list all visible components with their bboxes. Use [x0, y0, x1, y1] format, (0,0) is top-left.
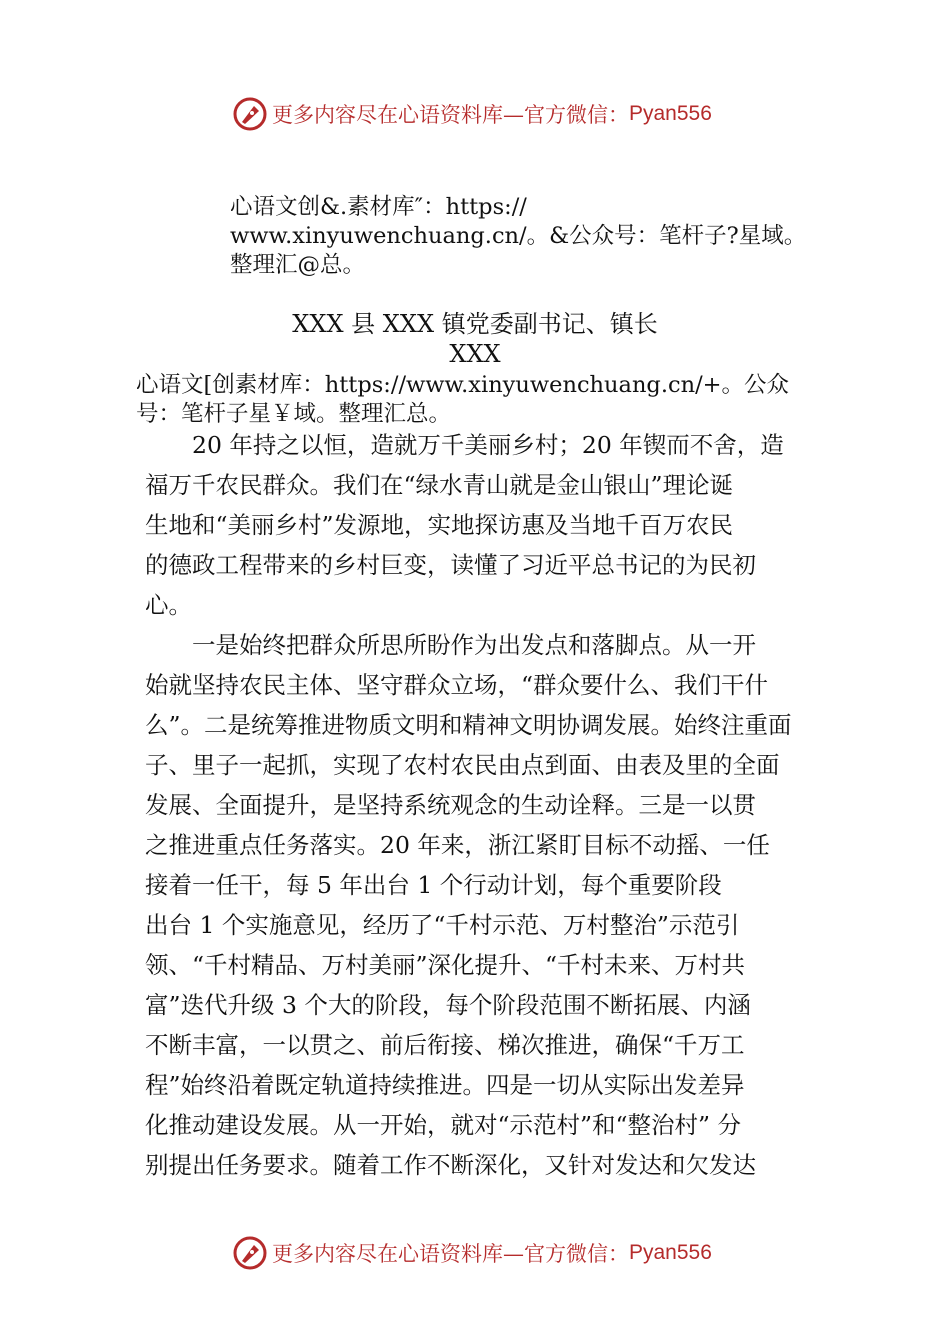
footer-banner: [232, 1233, 712, 1273]
paragraph-1: [145, 425, 835, 625]
paragraph-line: 化推动建设发展。从一开始，就对“示范村”和“整治村” 分: [145, 1111, 742, 1139]
document-title: XXX 县 XXX 镇党委副书记、镇长: [292, 310, 658, 338]
paragraph-line: 不断丰富，一以贯之、前后衔接、梯次推进，确保“千万工: [145, 1031, 745, 1059]
paragraph-line: 生地和“美丽乡村”发源地，实地探访惠及当地千百万农民: [145, 511, 734, 539]
paragraph-line: 别提出任务要求。随着工作不断深化，又针对发达和欠发达: [145, 1151, 756, 1179]
note-line: 心语文[创素材库：https://www.xinyuwenchuang.cn/+。公众: [136, 372, 790, 398]
note-line: 号：笔杆子星￥域。整理汇总。: [136, 401, 452, 427]
banner-wechat-id: Pyan556: [629, 102, 712, 125]
paragraph-line: 领、“千村精品、万村美丽”深化提升、“千村未来、万村共: [145, 951, 746, 979]
paragraph-line: 的德政工程带来的乡村巨变，读懂了习近平总书记的为民初: [145, 551, 756, 579]
paragraph-line: 富”迭代升级 3 个大的阶段，每个阶段范围不断拓展、内涵: [145, 991, 751, 1019]
paragraph-line: 心。: [145, 591, 192, 619]
paragraph-line: 20 年持之以恒，造就万千美丽乡村；20 年锲而不舍，造: [145, 431, 784, 459]
pen-nib-logo-icon: [232, 1235, 268, 1271]
source-note-top: [230, 193, 830, 280]
banner-wechat-id: Pyan556: [629, 1241, 712, 1264]
paragraph-line: 始就坚持农民主体、坚守群众立场，“群众要什么、我们干什: [145, 671, 769, 699]
source-note-mid: [136, 371, 836, 429]
paragraph-line: 子、里子一起抓，实现了农村农民由点到面、由表及里的全面: [145, 751, 780, 779]
note-line: 整理汇@总。: [230, 252, 366, 278]
banner-text: 更多内容尽在心语资料库—官方微信：: [272, 1242, 629, 1266]
paragraph-line: 一是始终把群众所思所盼作为出发点和落脚点。从一开: [145, 631, 756, 659]
document-title-name: XXX: [449, 340, 501, 368]
note-line: www.xinyuwenchuang.cn/。&公众号：笔杆子?星域。: [230, 223, 807, 249]
paragraph-line: 发展、全面提升，是坚持系统观念的生动诠释。三是一以贯: [145, 791, 756, 819]
paragraph-line: 么”。二是统筹推进物质文明和精神文明协调发展。始终注重面: [145, 711, 792, 739]
banner-text: 更多内容尽在心语资料库—官方微信：: [272, 103, 629, 127]
note-line: 心语文创&.素材库″：https://: [230, 194, 527, 220]
paragraph-line: 程”始终沿着既定轨道持续推进。四是一切从实际出发差异: [145, 1071, 745, 1099]
paragraph-line: 接着一任干，每 5 年出台 1 个行动计划，每个重要阶段: [145, 871, 722, 899]
pen-nib-logo-icon: [232, 96, 268, 132]
paragraph-line: 福万千农民群众。我们在“绿水青山就是金山银山”理论诞: [145, 471, 734, 499]
header-banner: [232, 94, 712, 134]
paragraph-line: 出台 1 个实施意见，经历了“千村示范、万村整治”示范引: [145, 911, 740, 939]
paragraph-2: [145, 625, 835, 1185]
paragraph-line: 之推进重点任务落实。20 年来，浙江紧盯目标不动摇、一任: [145, 831, 770, 859]
